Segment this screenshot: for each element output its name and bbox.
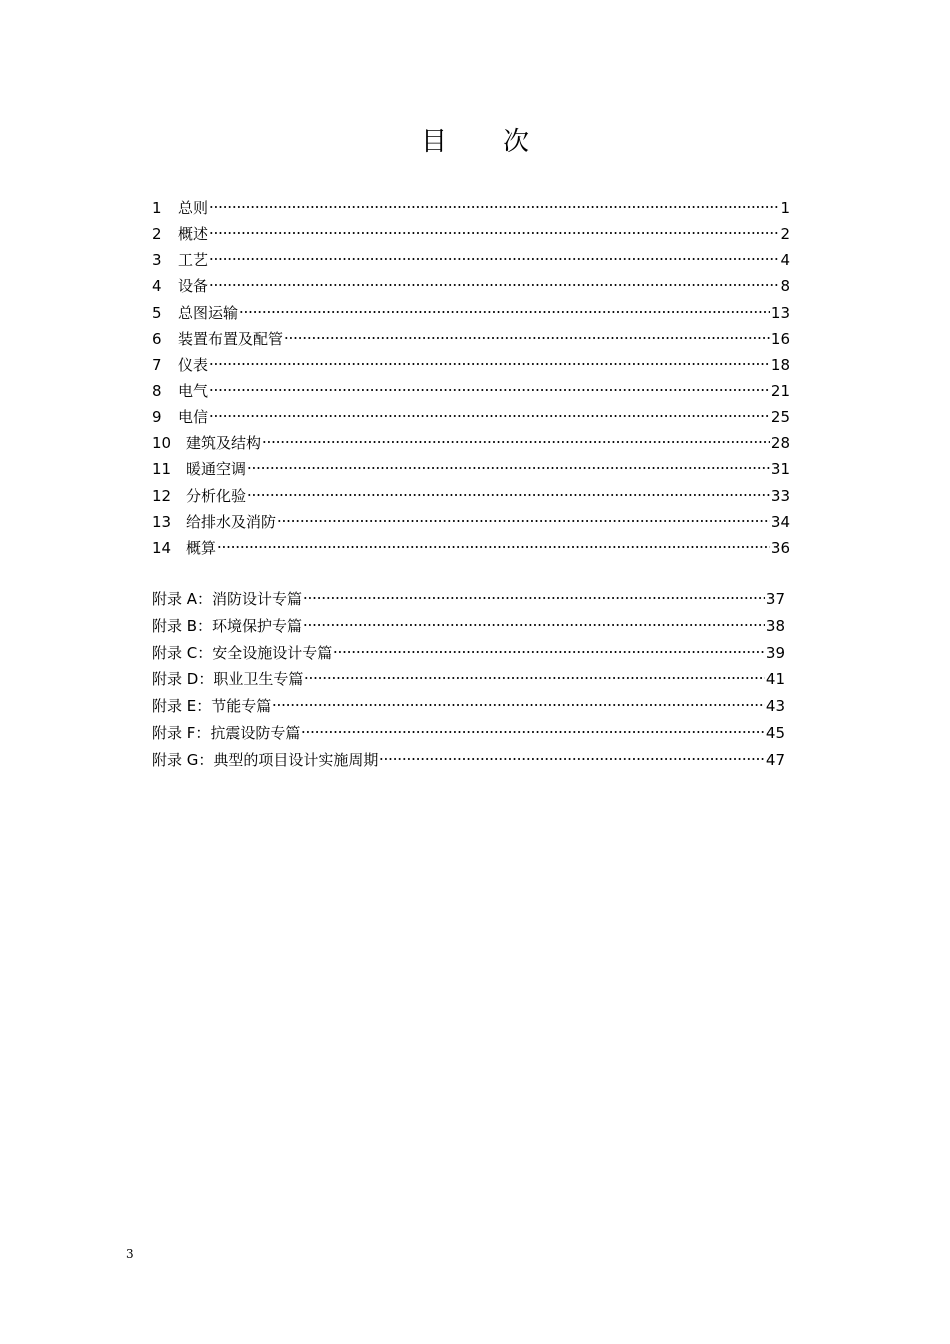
toc-entry[interactable] [152, 509, 790, 535]
toc-entry-number: 12 [152, 486, 172, 505]
toc-entry[interactable] [152, 195, 790, 221]
toc-dot-leader [209, 283, 779, 287]
toc-entry-label: 总则 [178, 199, 209, 217]
toc-entry[interactable] [152, 378, 790, 404]
toc-entry[interactable] [152, 404, 790, 430]
toc-entry-page: 2 [780, 225, 790, 244]
toc-appendix-label: 附录 C：安全设施设计专篇 [152, 643, 333, 662]
toc-appendix-entry[interactable] [152, 720, 790, 747]
toc-appendix-label: 附录 A：消防设计专篇 [152, 590, 303, 608]
toc-appendix-entry[interactable] [152, 586, 790, 613]
toc-entry[interactable] [152, 221, 790, 247]
toc-appendix-entry[interactable] [152, 640, 790, 667]
toc-appendix-page: 37 [765, 590, 785, 608]
page-number: 3 [126, 1247, 134, 1261]
toc-entry-number: 5 [152, 303, 162, 322]
toc-entry-label: 工艺 [178, 251, 209, 270]
toc-appendix-label: 附录 F：抗震设防专篇 [152, 723, 301, 742]
toc-entry[interactable] [152, 456, 790, 482]
toc-entry-number: 3 [152, 251, 162, 270]
toc-entry-label: 给排水及消防 [186, 512, 277, 531]
toc-entry-page: 4 [780, 251, 790, 270]
toc-entry-page: 25 [770, 408, 790, 427]
toc-entry[interactable] [152, 326, 790, 352]
toc-entry-label: 设备 [178, 277, 209, 296]
toc-entry-number: 8 [152, 381, 162, 400]
toc-appendix-page: 41 [765, 670, 785, 689]
toc-entry-number: 7 [152, 355, 162, 374]
toc-entry[interactable] [152, 300, 790, 326]
page-title [0, 124, 950, 160]
toc-dot-leader [247, 493, 770, 497]
toc-entry-page: 34 [770, 512, 790, 531]
page-title-part2: 次 [503, 127, 530, 157]
toc-appendix-page: 38 [765, 616, 785, 635]
toc-entry-page: 31 [770, 460, 790, 479]
toc-entry-page: 18 [770, 355, 790, 374]
toc-appendix-entry[interactable] [152, 613, 790, 640]
toc-dot-leader [304, 676, 765, 680]
toc-entry[interactable] [152, 483, 790, 509]
toc-entry-number: 2 [152, 225, 162, 244]
toc-entry-page: 33 [770, 486, 790, 505]
toc-entry-number: 14 [152, 538, 172, 557]
toc-appendices [152, 586, 790, 774]
toc-entry-label: 概述 [178, 225, 209, 244]
toc-entry-number: 4 [152, 277, 162, 296]
toc-dot-leader [209, 414, 770, 418]
toc-dot-leader [333, 650, 765, 654]
toc-dot-leader [379, 757, 765, 761]
toc-appendix-label: 附录 B：环境保护专篇 [152, 616, 303, 635]
toc-entry-number: 6 [152, 329, 162, 348]
toc-dot-leader [217, 545, 770, 549]
toc-entry-label: 总图运输 [178, 303, 239, 322]
toc-entry[interactable] [152, 247, 790, 273]
toc-entry-number: 10 [152, 434, 172, 453]
toc-entry-page: 21 [770, 381, 790, 400]
toc-appendix-label: 附录 D：职业卫生专篇 [152, 670, 304, 689]
toc-entry[interactable] [152, 430, 790, 456]
toc-entry-label: 暖通空调 [186, 460, 247, 479]
toc-appendix-entry[interactable] [152, 747, 790, 774]
toc-dot-leader [262, 440, 770, 444]
toc-appendix-page: 43 [765, 697, 785, 716]
toc-dot-leader [209, 388, 770, 392]
toc-entry-label: 电信 [178, 408, 209, 427]
toc-dot-leader [272, 703, 765, 707]
toc-entry-page: 28 [770, 434, 790, 453]
toc-entry-label: 概算 [186, 538, 217, 557]
toc-dot-leader [303, 596, 765, 600]
toc-appendix-entry[interactable] [152, 666, 790, 693]
toc-entry-label: 仪表 [178, 355, 209, 374]
toc-entry[interactable] [152, 352, 790, 378]
toc-appendix-page: 47 [765, 750, 785, 769]
toc-dot-leader [284, 336, 770, 340]
toc-appendix-page: 45 [765, 723, 785, 742]
toc-appendix-entry[interactable] [152, 693, 790, 720]
toc-dot-leader [301, 730, 765, 734]
toc-appendix-label: 附录 G：典型的项目设计实施周期 [152, 750, 379, 769]
toc-dot-leader [209, 205, 779, 209]
toc-entry-label: 装置布置及配管 [178, 329, 284, 348]
toc-dot-leader [209, 231, 779, 235]
toc-entry-page: 1 [780, 199, 790, 217]
toc-dot-leader [277, 519, 770, 523]
toc-entry-label: 建筑及结构 [186, 434, 262, 453]
toc-entry-label: 电气 [178, 381, 209, 400]
page-title-part1: 目 [420, 127, 447, 157]
toc-dot-leader [239, 310, 770, 314]
toc-entry[interactable] [152, 273, 790, 299]
toc-appendix-page: 39 [765, 643, 785, 662]
toc-entry-number: 1 [152, 199, 162, 217]
toc-appendix-label: 附录 E：节能专篇 [152, 697, 272, 716]
toc-dot-leader [303, 623, 765, 627]
toc-entry-page: 16 [770, 329, 790, 348]
toc-dot-leader [209, 362, 770, 366]
toc-chapters [152, 195, 790, 561]
toc-entry[interactable] [152, 535, 790, 561]
toc-entry-number: 11 [152, 460, 172, 479]
toc-dot-leader [209, 257, 779, 261]
toc-entry-label: 分析化验 [186, 486, 247, 505]
toc-entry-page: 36 [770, 538, 790, 557]
toc-entry-number: 13 [152, 512, 172, 531]
toc-dot-leader [247, 466, 770, 470]
toc-entry-page: 13 [770, 303, 790, 322]
toc-entry-number: 9 [152, 408, 162, 427]
toc-entry-page: 8 [780, 277, 790, 296]
